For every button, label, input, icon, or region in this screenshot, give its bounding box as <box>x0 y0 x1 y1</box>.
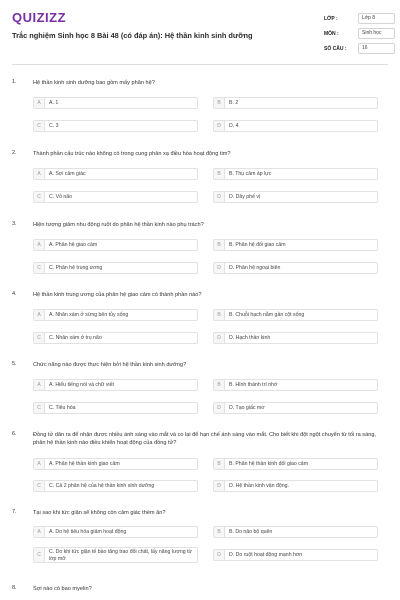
option-letter: D <box>214 192 225 202</box>
option-letter: A <box>34 169 45 179</box>
option-text: C. Do khi tức giận tế bào tăng trao đổi chất, lấy năng lượng từ lớp mỡ <box>49 549 193 562</box>
question-text: Hiện tượng giảm nhu động ruột do phân hệ thần kinh nào phụ trách? <box>33 222 204 228</box>
option-text: C. Cả 2 phân hệ của hệ thần kinh sinh dưỡng <box>49 483 155 489</box>
option-text: C. Vỏ não <box>49 194 73 200</box>
meta-subject <box>324 28 396 40</box>
option-b[interactable] <box>213 239 378 251</box>
option-text: D. Phân hệ ngoại biên <box>229 265 281 271</box>
question-number: 3. <box>12 221 17 227</box>
header-divider <box>12 64 388 65</box>
option-letter: B <box>214 527 225 537</box>
option-text: B. 2 <box>229 100 239 106</box>
option-text: B. Phân hệ đối giao cảm <box>229 242 286 248</box>
option-text: A. Do hệ tiêu hóa giảm hoạt động <box>49 529 127 535</box>
option-letter: D <box>214 263 225 273</box>
option-letter: A <box>34 459 45 469</box>
question-text: Sợi nào có bao myelin? <box>33 586 92 592</box>
page-title: Trắc nghiệm Sinh học 8 Bài 48 (có đáp án): Hệ thần kinh sinh dưỡng <box>12 31 253 40</box>
option-d[interactable] <box>213 120 378 132</box>
option-c[interactable] <box>33 480 198 492</box>
option-d[interactable] <box>213 191 378 203</box>
meta-grade <box>324 13 396 25</box>
option-letter: C <box>34 403 45 413</box>
option-letter: D <box>214 550 225 560</box>
option-text: A. Nhân xám ở sừng bên tủy sống <box>49 312 129 318</box>
option-text: D. Hệ thần kinh vận động. <box>229 483 289 489</box>
question-text: Chức năng nào được thực hiện bởi hệ thần kinh sinh dưỡng? <box>33 362 187 368</box>
option-letter: D <box>214 121 225 131</box>
option-b[interactable] <box>213 379 378 391</box>
option-letter: C <box>34 333 45 343</box>
option-text: B. Chuỗi hạch nằm gần cột sống <box>229 312 305 318</box>
meta-value: Lớp 8 <box>358 13 395 24</box>
option-letter: C <box>34 548 45 562</box>
question-text: Hệ thần kinh trung ương của phân hệ giao cảm có thành phần nào? <box>33 292 202 298</box>
option-text: D. Dây phế vị <box>229 194 261 200</box>
option-letter: C <box>34 192 45 202</box>
option-text: A. Sợi cảm giác <box>49 171 86 177</box>
option-letter: C <box>34 121 45 131</box>
option-text: D. Hạch thần kinh <box>229 335 271 341</box>
question-number: 6. <box>12 431 17 437</box>
option-c[interactable] <box>33 191 198 203</box>
option-letter: B <box>214 98 225 108</box>
question-number: 4. <box>12 291 17 297</box>
option-letter: D <box>214 481 225 491</box>
option-a[interactable] <box>33 239 198 251</box>
option-letter: C <box>34 263 45 273</box>
option-a[interactable] <box>33 379 198 391</box>
option-c[interactable] <box>33 120 198 132</box>
option-d[interactable] <box>213 402 378 414</box>
meta-value: Sinh học <box>358 28 395 39</box>
option-d[interactable] <box>213 332 378 344</box>
option-letter: C <box>34 481 45 491</box>
option-letter: A <box>34 310 45 320</box>
question-text: Đồng tử dãn ra để nhận được nhiều ánh sáng vào mắt và co lại để hạn chế ánh sáng vào mắt. Cho biết khi đột ngột chuyển từ tối ra sáng, phân hệ thần kinh nào điều khiển hoạt động của đồng tử? <box>33 432 376 446</box>
option-b[interactable] <box>213 526 378 538</box>
option-text: C. Phân hệ trung ương <box>49 265 103 271</box>
option-text: B. Thụ cảm áp lực <box>229 171 272 177</box>
option-c[interactable] <box>33 332 198 344</box>
question-text: Tại sao khi tức giận sẽ không còn cảm giác thèm ăn? <box>33 510 166 516</box>
option-text: C. 3 <box>49 123 59 129</box>
option-b[interactable] <box>213 97 378 109</box>
option-text: C. Nhân xám ở trụ não <box>49 335 102 341</box>
question-text: Thành phần cấu trúc nào không có trong cung phản xạ điều hòa hoạt động tim? <box>33 151 231 157</box>
option-c[interactable] <box>33 262 198 274</box>
option-a[interactable] <box>33 97 198 109</box>
question-number: 1. <box>12 79 17 85</box>
option-b[interactable] <box>213 458 378 470</box>
question-number: 8. <box>12 585 17 591</box>
option-text: B. Do não bộ quên <box>229 529 273 535</box>
option-text: D. Do ruột hoạt động mạnh hơn <box>229 552 303 558</box>
option-text: A. Phân hệ giao cảm <box>49 242 98 248</box>
option-b[interactable] <box>213 309 378 321</box>
question-text: Hệ thần kinh sinh dưỡng bao gồm mấy phân hệ? <box>33 80 155 86</box>
meta-label: MÔN : <box>324 31 339 37</box>
option-letter: A <box>34 98 45 108</box>
option-text: B. Hình thành trí nhớ <box>229 382 278 388</box>
option-text: A. 1 <box>49 100 59 106</box>
option-b[interactable] <box>213 168 378 180</box>
option-text: A. Hiểu tiếng nói và chữ viết <box>49 382 114 388</box>
option-text: C. Tiêu hóa <box>49 405 76 411</box>
option-letter: B <box>214 240 225 250</box>
quizizz-logo: QUIZIZZ <box>12 10 67 25</box>
option-d[interactable] <box>213 549 378 561</box>
option-d[interactable] <box>213 480 378 492</box>
option-a[interactable] <box>33 309 198 321</box>
option-a[interactable] <box>33 526 198 538</box>
option-letter: D <box>214 333 225 343</box>
option-text: D. Tạo giấc mơ <box>229 405 265 411</box>
meta-label: SỐ CÂU : <box>324 46 347 52</box>
meta-label: LỚP : <box>324 16 338 22</box>
question-number: 2. <box>12 150 17 156</box>
option-letter: A <box>34 380 45 390</box>
option-letter: B <box>214 169 225 179</box>
option-a[interactable] <box>33 168 198 180</box>
question-number: 5. <box>12 361 17 367</box>
option-letter: A <box>34 240 45 250</box>
option-letter: B <box>214 459 225 469</box>
option-a[interactable] <box>33 458 198 470</box>
option-text: D. 4 <box>229 123 239 129</box>
option-text: B. Phân hệ thần kinh đối giao cảm <box>229 461 309 467</box>
option-letter: A <box>34 527 45 537</box>
option-text: A. Phân hệ thần kinh giao cảm <box>49 461 120 467</box>
option-letter: D <box>214 403 225 413</box>
meta-question-count <box>324 43 396 55</box>
option-c[interactable] <box>33 402 198 414</box>
option-c[interactable] <box>33 547 198 563</box>
option-d[interactable] <box>213 262 378 274</box>
meta-value: 16 <box>358 43 395 54</box>
option-letter: B <box>214 380 225 390</box>
question-number: 7. <box>12 509 17 515</box>
option-letter: B <box>214 310 225 320</box>
